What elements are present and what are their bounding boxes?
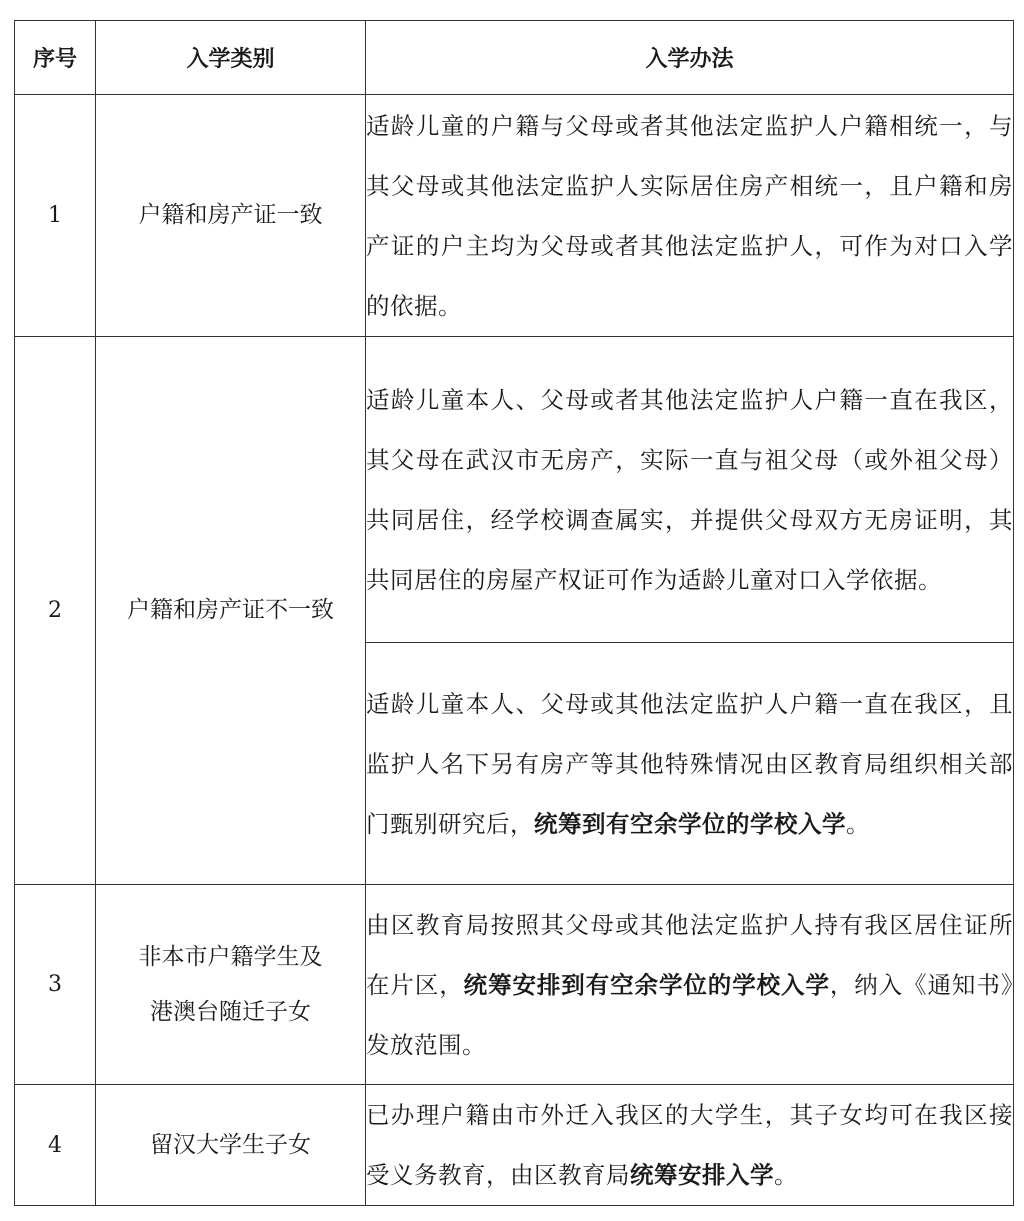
row-category: 留汉大学生子女 [96, 1085, 366, 1206]
row-method [366, 337, 1014, 643]
enrollment-policy-table [14, 20, 1014, 1206]
method-text-end: 。 [774, 1161, 798, 1189]
table-row [15, 885, 1014, 1085]
table-row [15, 95, 1014, 337]
method-emphasis: 统筹到有空余学位的学校入学 [534, 809, 846, 838]
row-method [366, 885, 1014, 1085]
method-text: 适龄儿童本人、父母或其他法定监护人户籍一直在我区，且监护人名下另有房产等其他特殊情况由区教育局组织相关部门甄别研究后， [366, 689, 1013, 838]
row-number: 3 [15, 885, 96, 1085]
method-emphasis: 统筹安排到有空余学位的学校入学 [463, 970, 830, 999]
table-row [15, 1085, 1014, 1206]
row-method [366, 1085, 1014, 1206]
row-category: 户籍和房产证一致 [96, 95, 366, 337]
category-line: 非本市户籍学生及 [138, 943, 323, 970]
row-category: 户籍和房产证不一致 [96, 337, 366, 885]
row-number: 2 [15, 337, 96, 885]
row-number: 1 [15, 95, 96, 337]
method-text-end: 。 [846, 809, 870, 838]
header-method: 入学办法 [366, 21, 1014, 95]
method-text: 已办理户籍由市外迁入我区的大学生，其子女均可在我区接受义务教育，由区教育局 [366, 1101, 1013, 1189]
row-number: 4 [15, 1085, 96, 1206]
header-category: 入学类别 [96, 21, 366, 95]
method-text-end: ，纳入《通知书》发放范围。 [366, 970, 1014, 1059]
table-row [15, 337, 1014, 643]
row-method [366, 95, 1014, 337]
header-number: 序号 [15, 21, 96, 95]
category-line: 港澳台随迁子女 [150, 998, 311, 1025]
row-category [96, 885, 366, 1085]
method-text: 适龄儿童本人、父母或者其他法定监护人户籍一直在我区，其父母在武汉市无房产，实际一直与祖父母（或外祖父母）共同居住，经学校调查属实，并提供父母双方无房证明，其共同居住的房屋产权证可作为适龄儿童对口入学依据。 [366, 385, 1013, 594]
header-row [15, 21, 1014, 95]
method-text: 适龄儿童的户籍与父母或者其他法定监护人户籍相统一，与其父母或其他法定监护人实际居住房产相统一，且户籍和房产证的户主均为父母或者其他法定监护人，可作为对口入学的依据。 [366, 111, 1013, 320]
method-emphasis: 统筹安排入学 [630, 1161, 774, 1189]
row-method [366, 643, 1014, 885]
method-text: 由区教育局按照其父母或其他法定监护人持有我区居住证所在片区， [366, 910, 1013, 999]
